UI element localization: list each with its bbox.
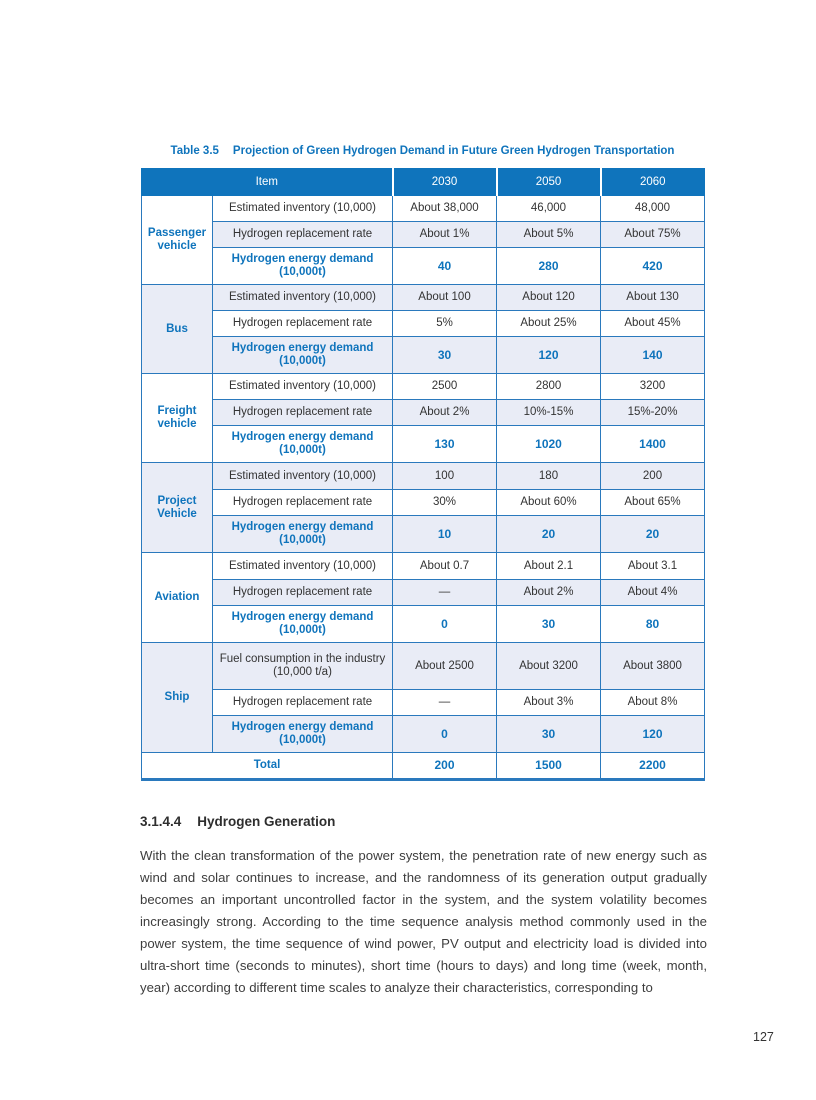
value-cell: About 0.7 xyxy=(393,553,497,580)
value-cell: About 3.1 xyxy=(601,553,705,580)
table-row xyxy=(142,374,705,400)
value-cell: 420 xyxy=(601,248,705,285)
item-line-1: Hydrogen energy demand xyxy=(231,253,374,265)
value-cell: 280 xyxy=(497,248,601,285)
value-cell: About 2.1 xyxy=(497,553,601,580)
value-cell: 15%-20% xyxy=(601,400,705,426)
value-cell: About 75% xyxy=(601,222,705,248)
header-cell-2060: 2060 xyxy=(601,169,705,196)
value-cell: About 2% xyxy=(497,580,601,606)
value-cell: 80 xyxy=(601,606,705,643)
group-label-project-vehicle: Project Vehicle xyxy=(142,463,213,553)
value-cell: About 2500 xyxy=(393,643,497,690)
value-cell: About 130 xyxy=(601,285,705,311)
value-cell: 2500 xyxy=(393,374,497,400)
value-cell: 40 xyxy=(393,248,497,285)
value-cell: About 3% xyxy=(497,690,601,716)
item-cell: Estimated inventory (10,000) xyxy=(213,463,393,490)
value-cell: 20 xyxy=(497,516,601,553)
table-caption-number: Table 3.5 xyxy=(170,145,219,157)
value-cell: 30% xyxy=(393,490,497,516)
header-cell-2050: 2050 xyxy=(497,169,601,196)
table-row xyxy=(142,580,705,606)
value-cell: 48,000 xyxy=(601,196,705,222)
item-line-2: (10,000t) xyxy=(279,624,326,636)
value-cell: 30 xyxy=(497,606,601,643)
item-line-2: (10,000 t/a) xyxy=(273,666,332,678)
table-row xyxy=(142,426,705,463)
group-label-bus: Bus xyxy=(142,285,213,374)
value-cell: About 38,000 xyxy=(393,196,497,222)
item-cell: Hydrogen replacement rate xyxy=(213,400,393,426)
item-line-1: Hydrogen energy demand xyxy=(231,342,374,354)
value-cell: 140 xyxy=(601,337,705,374)
total-value-cell: 2200 xyxy=(601,753,705,780)
item-line-1: Hydrogen energy demand xyxy=(231,721,374,733)
table-row xyxy=(142,643,705,690)
table-row xyxy=(142,490,705,516)
value-cell: About 120 xyxy=(497,285,601,311)
table-row xyxy=(142,606,705,643)
value-cell: About 60% xyxy=(497,490,601,516)
table-row xyxy=(142,222,705,248)
value-cell: 20 xyxy=(601,516,705,553)
table-row xyxy=(142,400,705,426)
body-paragraph: With the clean transformation of the power system, the penetration rate of new energy such as wind and solar continues to increase, and the randomness of its generation output gradually becomes an important uncontrolled factor in the system, and the system volatility becomes increasingly strong. According to the time sequence analysis method commonly used in the power system, the time sequence of wind power, PV output and electricity load is divided into ultra-short time (seconds to minutes), short time (hours to days) and long time (week, month, year) according to different time scales to analyze their characteristics, corresponding to xyxy=(140,848,707,995)
item-cell xyxy=(213,716,393,753)
value-cell: 5% xyxy=(393,311,497,337)
header-cell-2030: 2030 xyxy=(393,169,497,196)
group-label-freight-vehicle: Freight vehicle xyxy=(142,374,213,463)
value-cell: 100 xyxy=(393,463,497,490)
item-line-2: (10,000t) xyxy=(279,355,326,367)
group-label-passenger-vehicle: Passenger vehicle xyxy=(142,196,213,285)
value-cell: 1400 xyxy=(601,426,705,463)
item-line-2: (10,000t) xyxy=(279,444,326,456)
table-caption xyxy=(141,145,704,157)
value-cell: — xyxy=(393,690,497,716)
item-cell xyxy=(213,426,393,463)
total-value-cell: 1500 xyxy=(497,753,601,780)
item-line-2: (10,000t) xyxy=(279,734,326,746)
value-cell: 30 xyxy=(393,337,497,374)
value-cell: 0 xyxy=(393,716,497,753)
total-label-cell: Total xyxy=(142,753,393,780)
item-cell: Hydrogen replacement rate xyxy=(213,580,393,606)
value-cell: About 25% xyxy=(497,311,601,337)
table-row xyxy=(142,337,705,374)
item-line-1: Hydrogen energy demand xyxy=(231,611,374,623)
item-line-1: Hydrogen energy demand xyxy=(231,431,374,443)
value-cell: About 8% xyxy=(601,690,705,716)
item-cell: Estimated inventory (10,000) xyxy=(213,553,393,580)
table-row xyxy=(142,311,705,337)
table-row xyxy=(142,196,705,222)
section-number: 3.1.4.4 xyxy=(140,814,182,829)
item-cell xyxy=(213,643,393,690)
value-cell: About 3800 xyxy=(601,643,705,690)
item-line-2: (10,000t) xyxy=(279,534,326,546)
value-cell: About 5% xyxy=(497,222,601,248)
table-caption-text: Projection of Green Hydrogen Demand in Future Green Hydrogen Transportation xyxy=(232,145,675,157)
item-line-2: (10,000t) xyxy=(279,266,326,278)
item-cell: Estimated inventory (10,000) xyxy=(213,285,393,311)
value-cell: 2800 xyxy=(497,374,601,400)
table-header-row xyxy=(142,169,705,196)
item-cell xyxy=(213,248,393,285)
value-cell: 180 xyxy=(497,463,601,490)
total-value-cell: 200 xyxy=(393,753,497,780)
item-cell: Hydrogen replacement rate xyxy=(213,311,393,337)
value-cell: 30 xyxy=(497,716,601,753)
value-cell: About 3200 xyxy=(497,643,601,690)
page-number: 127 xyxy=(753,1030,774,1044)
table-row xyxy=(142,553,705,580)
value-cell: 0 xyxy=(393,606,497,643)
item-cell: Estimated inventory (10,000) xyxy=(213,374,393,400)
table-row xyxy=(142,690,705,716)
item-cell xyxy=(213,516,393,553)
table-total-row xyxy=(142,753,705,780)
value-cell: 130 xyxy=(393,426,497,463)
header-cell-item: Item xyxy=(142,169,393,196)
value-cell: 1020 xyxy=(497,426,601,463)
item-cell: Hydrogen replacement rate xyxy=(213,490,393,516)
item-line-1: Hydrogen energy demand xyxy=(231,521,374,533)
table-row xyxy=(142,248,705,285)
value-cell: — xyxy=(393,580,497,606)
item-line-1: Fuel consumption in the industry xyxy=(219,653,386,665)
value-cell: About 4% xyxy=(601,580,705,606)
value-cell: 10 xyxy=(393,516,497,553)
value-cell: 120 xyxy=(601,716,705,753)
value-cell: About 65% xyxy=(601,490,705,516)
table-row xyxy=(142,463,705,490)
hydrogen-demand-table xyxy=(141,168,705,781)
item-cell: Hydrogen replacement rate xyxy=(213,222,393,248)
value-cell: About 1% xyxy=(393,222,497,248)
value-cell: 3200 xyxy=(601,374,705,400)
value-cell: 120 xyxy=(497,337,601,374)
item-cell: Hydrogen replacement rate xyxy=(213,690,393,716)
group-label-aviation: Aviation xyxy=(142,553,213,643)
section-title: Hydrogen Generation xyxy=(197,814,336,829)
item-cell: Estimated inventory (10,000) xyxy=(213,196,393,222)
table-row xyxy=(142,516,705,553)
table-row xyxy=(142,716,705,753)
group-label-ship: Ship xyxy=(142,643,213,753)
item-cell xyxy=(213,606,393,643)
item-cell xyxy=(213,337,393,374)
value-cell: 200 xyxy=(601,463,705,490)
value-cell: About 2% xyxy=(393,400,497,426)
table-row xyxy=(142,285,705,311)
value-cell: 10%-15% xyxy=(497,400,601,426)
section-heading xyxy=(140,814,335,829)
value-cell: 46,000 xyxy=(497,196,601,222)
value-cell: About 100 xyxy=(393,285,497,311)
value-cell: About 45% xyxy=(601,311,705,337)
